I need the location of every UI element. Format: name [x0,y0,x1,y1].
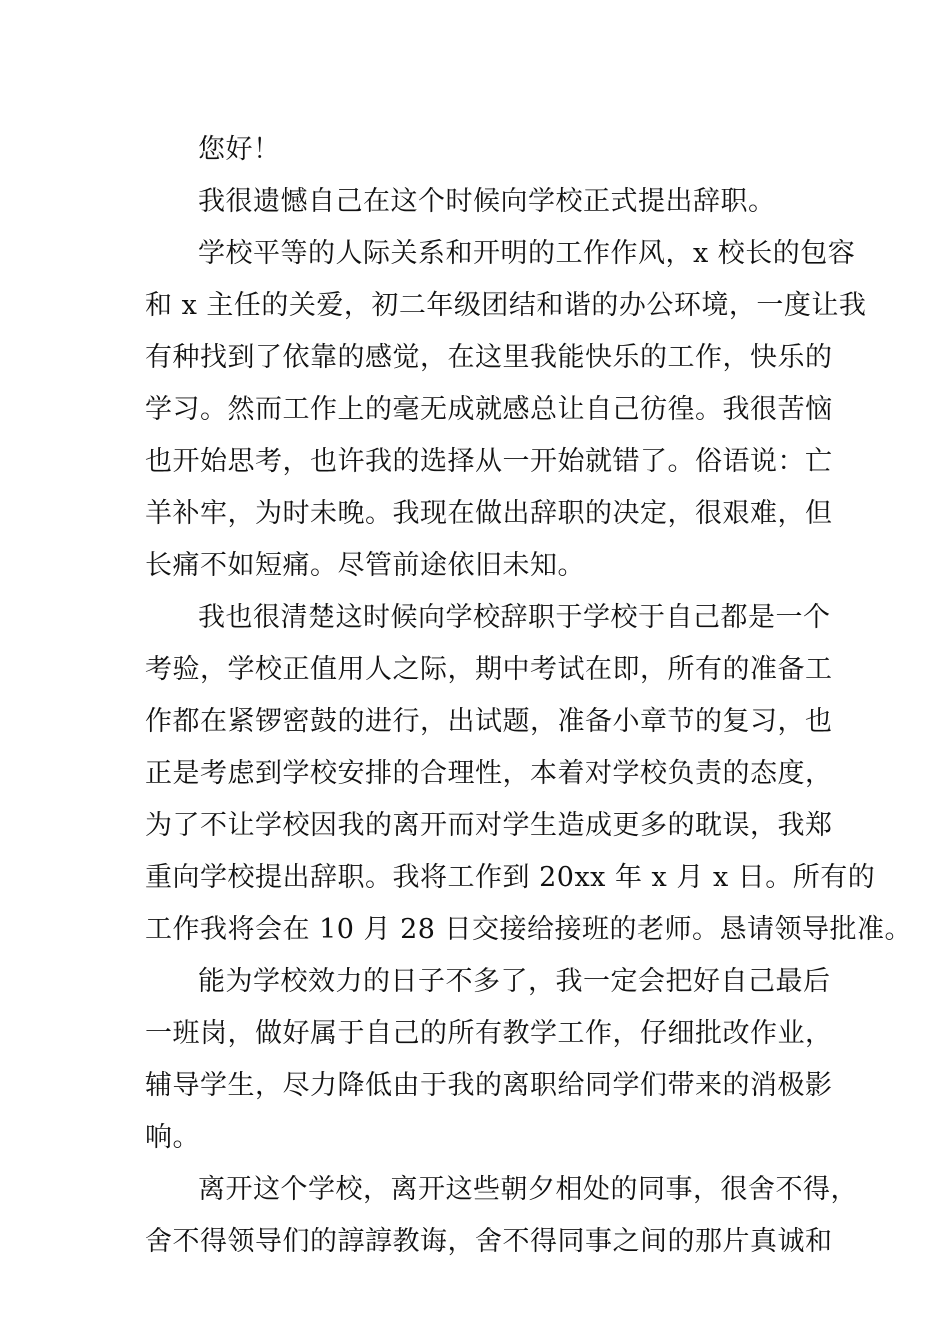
paragraph-5-line-1: 离开这个学校，离开这些朝夕相处的同事，很舍不得， [198,1174,858,1205]
paragraph-2-line-6: 羊补牢，为时未晚。我现在做出辞职的决定，很艰难，但 [145,498,833,529]
paragraph-4-line-1: 能为学校效力的日子不多了，我一定会把好自己最后 [198,966,831,997]
paragraph-2-line-7: 长痛不如短痛。尽管前途依旧未知。 [145,550,585,581]
paragraph-4-line-2: 一班岗，做好属于自己的所有教学工作，仔细批改作业， [145,1018,833,1049]
paragraph-4-line-4: 响。 [145,1122,200,1153]
paragraph-3-line-4: 正是考虑到学校安排的合理性，本着对学校负责的态度， [145,758,833,789]
paragraph-2-line-1: 学校平等的人际关系和开明的工作作风，x 校长的包容 [198,238,856,269]
paragraph-2-line-2: 和 x 主任的关爱，初二年级团结和谐的办公环境，一度让我 [145,290,867,321]
paragraph-3-line-5: 为了不让学校因我的离开而对学生造成更多的耽误，我郑 [145,810,833,841]
paragraph-3-line-7: 工作我将会在 10 月 28 日交接给接班的老师。恳请领导批准。 [145,914,913,945]
paragraph-4-line-3: 辅导学生，尽力降低由于我的离职给同学们带来的消极影 [145,1070,833,1101]
paragraph-3-line-3: 作都在紧锣密鼓的进行，出试题，准备小章节的复习，也 [145,706,833,737]
paragraph-3-line-6: 重向学校提出辞职。我将工作到 20xx 年 x 月 x 日。所有的 [145,862,876,893]
paragraph-1-line-1: 我很遗憾自己在这个时候向学校正式提出辞职。 [198,186,776,217]
paragraph-3-line-1: 我也很清楚这时候向学校辞职于学校于自己都是一个 [198,602,831,633]
greeting-line: 您好！ [198,134,281,165]
paragraph-5-line-2: 舍不得领导们的諄諄教诲，舍不得同事之间的那片真诚和 [145,1226,833,1257]
paragraph-2-line-4: 学习。然而工作上的毫无成就感总让自己彷徨。我很苦恼 [145,394,833,425]
paragraph-2-line-5: 也开始思考，也许我的选择从一开始就错了。俗语说：亡 [145,446,833,477]
paragraph-3-line-2: 考验，学校正值用人之际，期中考试在即，所有的准备工 [145,654,833,685]
paragraph-2-line-3: 有种找到了依靠的感觉，在这里我能快乐的工作，快乐的 [145,342,833,373]
